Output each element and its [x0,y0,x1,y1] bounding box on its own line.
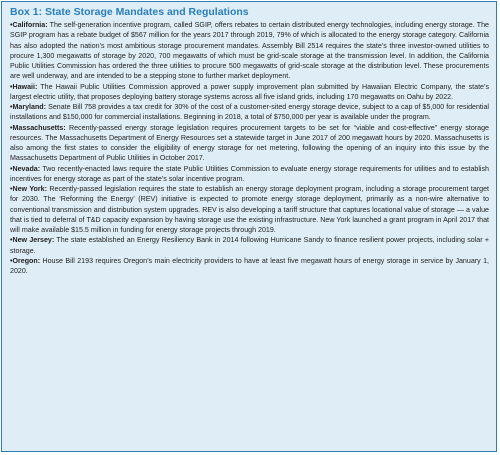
state-name: Oregon: [12,256,41,265]
bullet: • [10,256,13,265]
bullet: • [10,82,13,91]
bullet: • [10,103,13,111]
entry-nevada [10,164,489,185]
entry-text: Recently-passed legislation requires the state to establish an energy storage deployment program, including a storage procurement target for 2030. The ‘Reforming the Energy’ (REV) initiative is expected to promote energy storage deployment, primarily as a non-wire alternative to conventional transmission and distribution system upgrades. REV is also developing a tariff structure that captures locational value of storage — a value that is tied to deferral of T&D capacity expansion by having storage use the existing infrastructure. New York launched a grant program in April 2017 that will make available $15.5 million in funding for energy storage projects through 2019. [10,185,489,234]
entry-text: Senate Bill 758 provides a tax credit for 30% of the cost of a customer-sited energy storage device, subject to a cap of $5,000 for residential installations and $150,000 for commercial installations. Beginning in 2018, a total of $750,000 per year is available under the program. [10,103,489,122]
entry-text: The self-generation incentive program, called SGIP, offers rebates to certain distributed energy technologies, including energy storage. The SGIP program has a rebate budget of $567 million for the years 2017 through 2019, 79% of which is allocated to the energy storage category. California has also adopted the nation’s most ambitious storage procurement mandates. Assembly Bill 2514 requires the state’s three investor-owned utilities to procure 1,300 megawatts of storage by 2020, 700 megawatts of which must be grid-scale storage at the transmission level. In addition, the California Public Utilities Commission has ordered the three utilities to procure 500 megawatts of grid-scale storage at the distribution level. These procurements are well underway, and are intended to be a stepping stone to further market deployment. [10,21,489,81]
entry-new-york [10,184,489,235]
state-name: Nevada: [12,164,41,173]
entry-new-jersey [10,235,489,256]
state-name: Massachusetts: [12,123,66,132]
state-name: Maryland: [12,103,46,111]
bullet: • [10,21,13,29]
box-title: Box 1: State Storage Mandates and Regulations [10,6,249,18]
bullet: • [10,236,13,245]
entry-hawaii [10,82,489,103]
state-name: California: [12,21,48,29]
entry-maryland [10,102,489,123]
entry-oregon [10,256,489,277]
state-entries-list [10,20,489,276]
state-name: New York: [12,185,47,193]
bullet: • [10,123,13,132]
entry-text: Recently-passed energy storage legislation requires procurement targets to be set for “viable and cost-effective” energy storage resources. The Massachusetts Department of Energy Resources set a statewide target in June 2017 of 200 megawatt hours by 2020. Massachusetts is also among the first states to consider the eligibility of energy storage for net metering, following the opening of an inquiry into this issue by the Massachusetts Department of Public Utilities in October 2017. [10,123,489,163]
entry-text: Two recently-enacted laws require the state Public Utilities Commission to evaluate energy storage requirements for utilities and to establish incentives for energy storage as part of the state’s solar incentive program. [10,164,489,183]
bullet: • [10,164,13,173]
bullet: • [10,185,13,193]
state-name: New Jersey: [12,236,55,245]
entry-text: House Bill 2193 requires Oregon’s main electricity providers to have at least five megawatt hours of energy storage in service by January 1, 2020. [10,256,489,275]
entry-massachusetts [10,123,489,164]
entry-text: The state established an Energy Resiliency Bank in 2014 following Hurricane Sandy to finance resilient power projects, including solar + storage. [10,236,490,255]
entry-text: The Hawaii Public Utilities Commission approved a power supply improvement plan submitted by Hawaiian Electric Company, the state’s largest electric utility, that proposes deploying battery storage systems across all five island grids, including 170 megawatts on Oahu by 2022. [10,82,489,101]
storage-mandates-box [1,1,497,452]
state-name: Hawaii: [12,82,38,91]
entry-california [10,20,489,82]
